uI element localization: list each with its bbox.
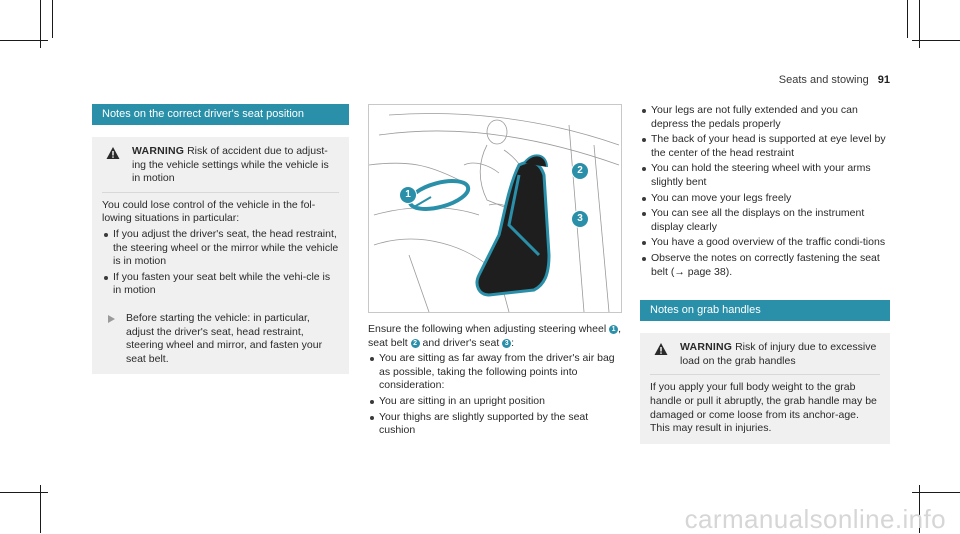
list-item: You are sitting as far away from the driver's air bag as possible, taking the following points into consideration: — [368, 352, 623, 393]
list-item: You are sitting in an upright position — [368, 395, 623, 409]
intro-part: , seat belt — [368, 323, 621, 349]
driver-seat-drawing — [369, 105, 621, 312]
list-item-text: Observe the notes on correctly fastening the seat belt ( — [651, 251, 880, 278]
warning-triangle-icon — [654, 342, 668, 356]
warning-body: If you apply your full body weight to the grab handle or pull it abruptly, the grab handle may be damaged or come loose from its anchor-age. This may result in injuries. — [650, 381, 877, 435]
crop-mark — [912, 40, 960, 41]
intro-part: and driver's seat — [419, 336, 503, 349]
seat-position-illustration — [368, 104, 622, 313]
section-title: Notes on grab handles — [640, 300, 890, 321]
divider — [102, 192, 339, 193]
warning-box — [92, 137, 349, 374]
list-item: You have a good overview of the traffic condi-tions — [640, 236, 890, 250]
warning-triangle-icon — [106, 146, 120, 160]
list-item: The back of your head is supported at eye level by the center of the head restraint — [640, 133, 890, 160]
crop-mark — [0, 492, 48, 493]
right-column — [640, 104, 890, 444]
list-item — [640, 252, 890, 279]
steering-wheel-badge: 1 — [609, 325, 618, 334]
page-reference-arrow-icon: → — [674, 265, 685, 278]
left-column — [92, 104, 349, 374]
callout-seat-belt: 2 — [572, 163, 588, 179]
warning-text: Risk of injury due to excessive load on the grab handles — [680, 341, 877, 367]
intro-part: Ensure the following when adjusting steering wheel — [368, 323, 610, 335]
adjust-list — [368, 352, 623, 438]
section-name: Seats and stowing — [778, 74, 869, 86]
drivers-seat-badge: 3 — [502, 339, 511, 348]
list-item: If you fasten your seat belt while the vehi-cle is in motion — [102, 271, 339, 298]
action-arrow-icon — [108, 315, 115, 323]
watermark: carmanualsonline.info — [684, 504, 946, 534]
page-reference-link[interactable]: page 38). — [684, 265, 733, 278]
warning-label: WARNING — [132, 145, 185, 157]
list-item: You can move your legs freely — [640, 192, 890, 206]
position-list — [640, 104, 890, 279]
crop-mark — [0, 40, 48, 41]
crop-mark — [907, 0, 908, 38]
warning-text: Risk of accident due to adjust-ing the vehicle settings while the vehicle is in motion — [132, 145, 329, 185]
warning-box — [640, 333, 890, 444]
callout-steering-wheel: 1 — [400, 187, 416, 203]
running-header — [779, 74, 890, 88]
warning-body: You could lose control of the vehicle in the fol-lowing situations in particular: — [102, 198, 316, 225]
list-item: You can see all the displays on the instrument display clearly — [640, 207, 890, 234]
callout-drivers-seat: 3 — [572, 211, 588, 227]
action-step — [102, 312, 339, 366]
intro-part: : — [511, 336, 515, 349]
list-item: Your legs are not fully extended and you can depress the pedals properly — [640, 104, 890, 131]
seat-belt-badge: 2 — [411, 339, 420, 348]
page-number: 91 — [877, 74, 890, 86]
action-text: Before starting the vehicle: in particular, adjust the driver's seat, head restraint, steering wheel and mirror, and fasten your seat belt. — [126, 311, 323, 365]
list-item: Your thighs are slightly supported by the seat cushion — [368, 411, 623, 438]
middle-column — [368, 323, 623, 440]
intro-text — [368, 323, 623, 350]
warning-label: WARNING — [680, 341, 733, 354]
crop-mark — [912, 492, 960, 493]
section-title: Notes on the correct driver's seat position — [92, 104, 349, 125]
crop-mark — [52, 0, 53, 38]
list-item: If you adjust the driver's seat, the head restraint, the steering wheel or the mirror while the vehicle is in motion — [102, 228, 339, 269]
divider — [650, 374, 880, 375]
warning-list — [102, 228, 339, 298]
list-item: You can hold the steering wheel with your arms slightly bent — [640, 162, 890, 189]
